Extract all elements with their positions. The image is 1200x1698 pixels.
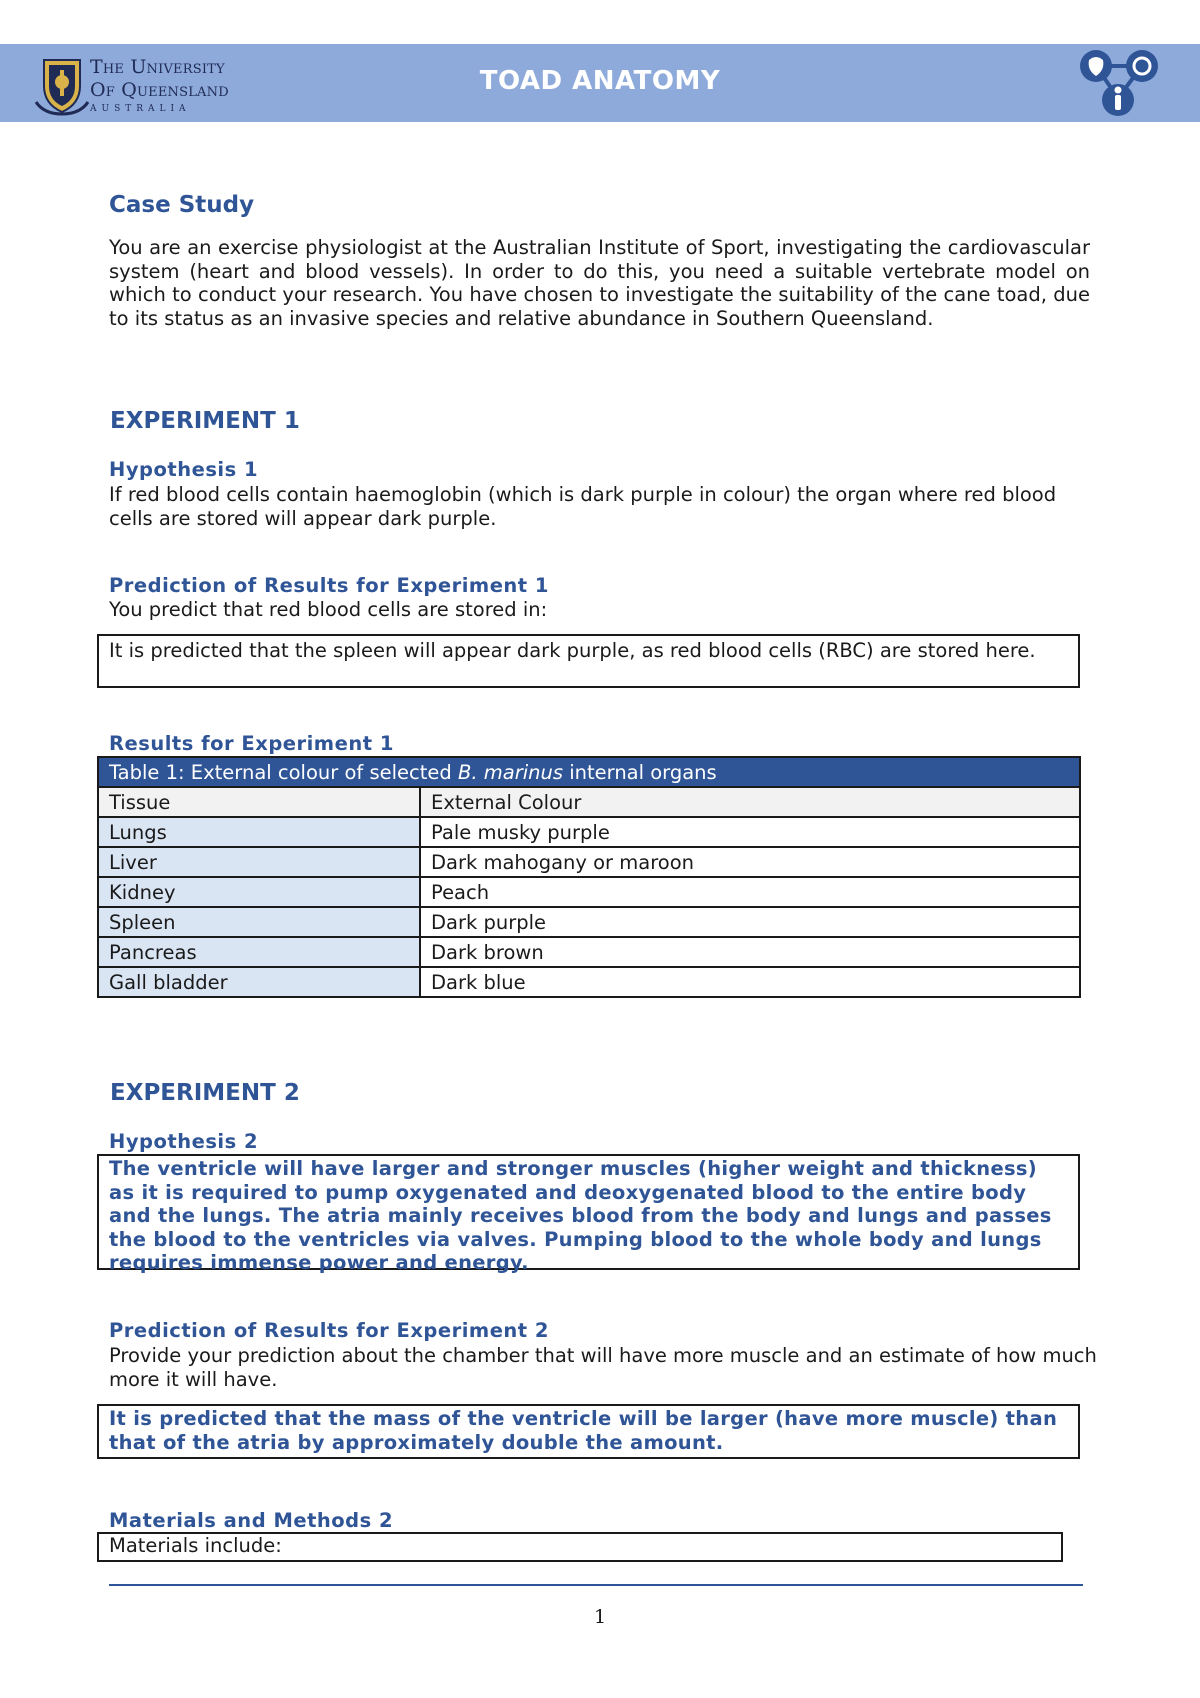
- prediction1-heading: Prediction of Results for Experiment 1: [109, 574, 549, 597]
- colour-cell: Dark mahogany or maroon: [420, 847, 1080, 877]
- tissue-cell: Gall bladder: [98, 967, 420, 997]
- experiment1-heading: EXPERIMENT 1: [110, 408, 300, 434]
- page-header: [0, 44, 1200, 122]
- university-name-line2: Of Queensland: [90, 79, 229, 101]
- prediction1-answer-box[interactable]: It is predicted that the spleen will appear dark purple, as red blood cells (RBC) are stored here.: [97, 634, 1080, 688]
- colour-cell: Dark brown: [420, 937, 1080, 967]
- tissue-cell: Liver: [98, 847, 420, 877]
- column-header-colour: External Colour: [420, 787, 1080, 817]
- page-number: 1: [593, 1606, 607, 1628]
- table-row: [98, 817, 1080, 847]
- table-caption: Table 1: External colour of selected B. marinus internal organs: [98, 757, 1080, 787]
- hypothesis1-heading: Hypothesis 1: [109, 458, 259, 481]
- table-row: [98, 967, 1080, 997]
- table-row: [98, 877, 1080, 907]
- tissue-cell: Kidney: [98, 877, 420, 907]
- colour-cell: Pale musky purple: [420, 817, 1080, 847]
- university-country: AUSTRALIA: [90, 104, 191, 114]
- anatomy-molecule-icon: [1076, 46, 1166, 120]
- table-row: [98, 847, 1080, 877]
- table-header-row: [98, 787, 1080, 817]
- hypothesis1-text: If red blood cells contain haemoglobin (which is dark purple in colour) the organ where red blood cells are stored will appear dark purple.: [109, 483, 1057, 530]
- case-study-text: You are an exercise physiologist at the Australian Institute of Sport, investigating the cardiovascular system (heart and blood vessels). In order to do this, you need a suitable vertebrate model on which to conduct your research. You have chosen to investigate the suitability of the cane toad, due to its status as an invasive species and relative abundance in Southern Queensland.: [109, 236, 1090, 330]
- prediction2-prompt: Provide your prediction about the chamber that will have more muscle and an estimate of how much more it will have.: [109, 1344, 1097, 1391]
- column-header-tissue: Tissue: [98, 787, 420, 817]
- hypothesis2-heading: Hypothesis 2: [109, 1130, 259, 1153]
- case-study-heading: Case Study: [109, 192, 255, 218]
- colour-cell: Peach: [420, 877, 1080, 907]
- colour-cell: Dark purple: [420, 907, 1080, 937]
- hypothesis2-answer-box[interactable]: The ventricle will have larger and stronger muscles (higher weight and thickness) as it is required to pump oxygenated and deoxygenated blood to the entire body and the lungs. The atria mainly receives blood from the body and lungs and passes the blood to the ventricles via valves. Pumping blood to the whole body and lungs requires immense power and energy.: [97, 1154, 1080, 1270]
- table-row: [98, 937, 1080, 967]
- footer-divider: [109, 1584, 1083, 1586]
- colour-cell: Dark blue: [420, 967, 1080, 997]
- prediction1-prompt: You predict that red blood cells are stored in:: [109, 598, 548, 621]
- document-title: TOAD ANATOMY: [479, 66, 721, 96]
- experiment2-heading: EXPERIMENT 2: [110, 1080, 300, 1106]
- tissue-cell: Lungs: [98, 817, 420, 847]
- results1-heading: Results for Experiment 1: [109, 732, 394, 755]
- prediction2-answer-box[interactable]: It is predicted that the mass of the ventricle will be larger (have more muscle) than that of the atria by approximately double the amount.: [97, 1404, 1080, 1459]
- tissue-cell: Spleen: [98, 907, 420, 937]
- results-table: [97, 756, 1081, 998]
- tissue-cell: Pancreas: [98, 937, 420, 967]
- table-caption-row: [98, 757, 1080, 787]
- materials-box[interactable]: Materials include:: [97, 1532, 1063, 1562]
- table-row: [98, 907, 1080, 937]
- university-name-line1: The University: [90, 56, 225, 78]
- prediction2-heading: Prediction of Results for Experiment 2: [109, 1319, 549, 1342]
- methods2-heading: Materials and Methods 2: [109, 1509, 394, 1532]
